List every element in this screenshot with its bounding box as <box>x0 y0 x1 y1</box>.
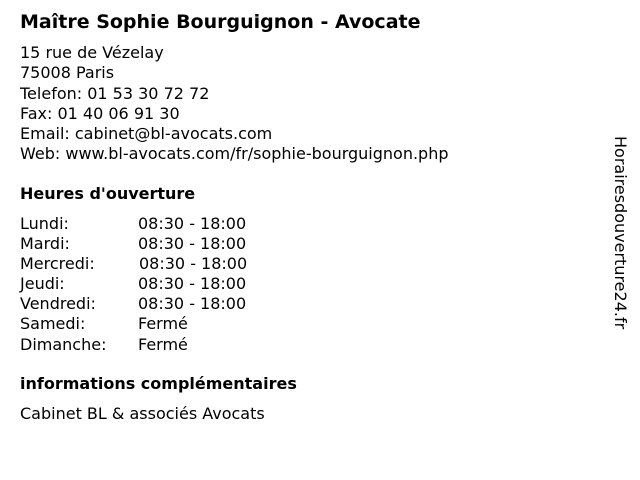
day-label: Mercredi: <box>20 254 95 274</box>
day-label: Dimanche: <box>20 334 107 354</box>
time-value: 08:30 - 18:00 <box>138 294 247 314</box>
time-value: 08:30 - 18:00 <box>138 214 247 233</box>
additional-info-text: Cabinet BL & associés Avocats <box>20 404 265 423</box>
city-address: 75008 Paris <box>20 63 115 83</box>
time-value: Fermé <box>138 334 188 354</box>
time-value: 08:30 - 18:00 <box>138 274 247 294</box>
street-address: 15 rue de Vézelay <box>20 43 164 62</box>
day-label: Vendredi: <box>20 294 96 314</box>
page-title: Maître Sophie Bourguignon - Avocate <box>20 11 421 33</box>
site-watermark: Horairesdouverture24.fr <box>611 136 630 330</box>
day-label: Samedi: <box>20 314 86 334</box>
contact-block <box>20 43 449 165</box>
fax-number: Fax: 01 40 06 91 30 <box>20 103 180 123</box>
phone-number: Telefon: 01 53 30 72 72 <box>20 83 210 103</box>
website-address: Web: www.bl-avocats.com/fr/sophie-bourguignon.php <box>20 144 449 164</box>
time-value: 08:30 - 18:00 <box>138 234 247 254</box>
day-label: Lundi: <box>20 214 69 233</box>
day-label: Mardi: <box>20 234 70 254</box>
time-value: 08:30 - 18:00 <box>139 254 248 274</box>
time-value: Fermé <box>138 314 188 334</box>
day-label: Jeudi: <box>20 274 65 294</box>
opening-hours-heading: Heures d'ouverture <box>20 184 196 203</box>
email-address: Email: cabinet@bl-avocats.com <box>20 124 273 144</box>
additional-info-heading: informations complémentaires <box>20 374 297 393</box>
